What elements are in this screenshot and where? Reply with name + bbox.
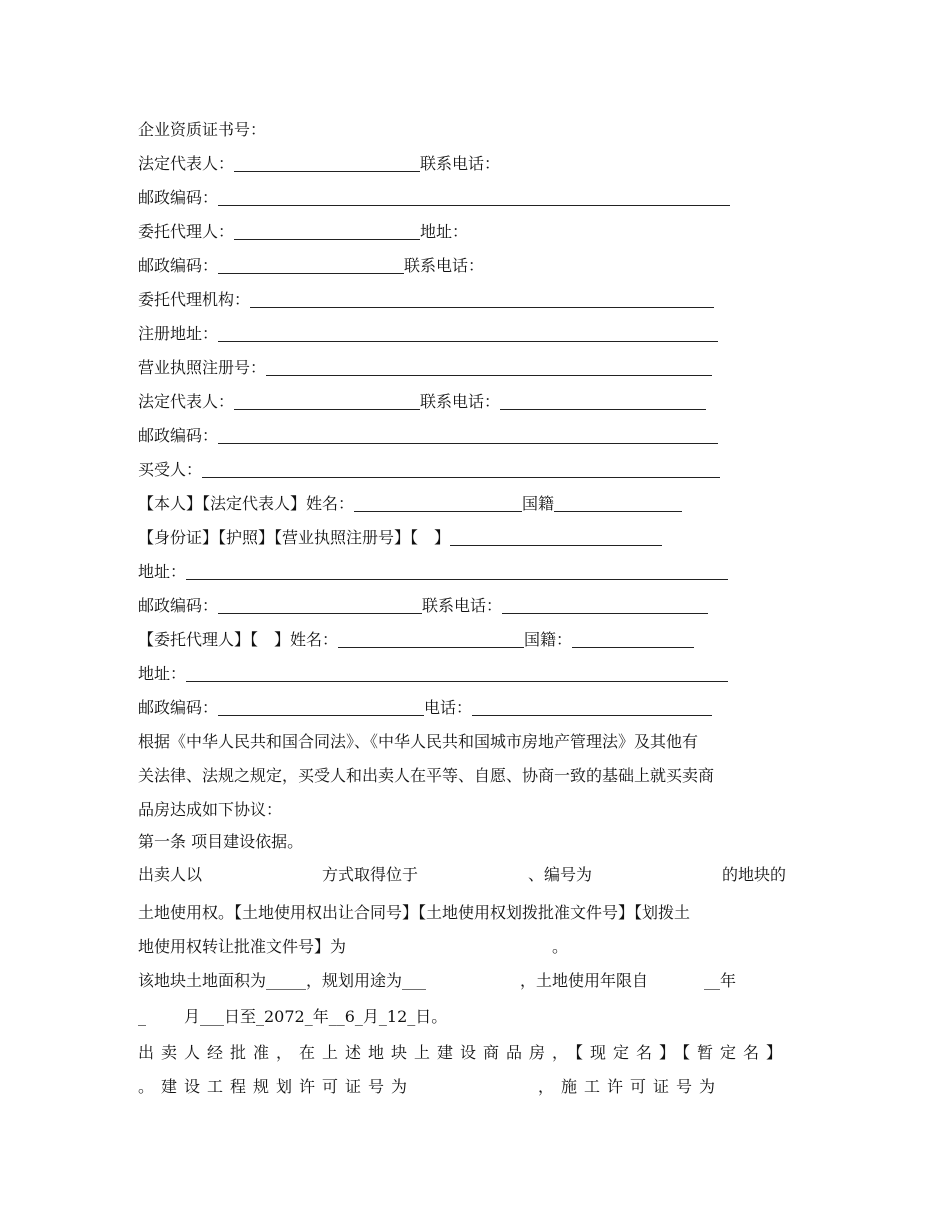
phone-label: 联系电话： — [420, 392, 501, 411]
phone-label: 联系电话： — [420, 154, 501, 173]
postcode-label: 邮政编码： — [138, 698, 219, 717]
buyer-label: 买受人： — [138, 460, 203, 479]
article1-para3-line1 — [138, 1038, 789, 1068]
reg-address-label: 注册地址： — [138, 324, 219, 343]
p1-part-c: 、编号为 — [528, 865, 593, 884]
p7-part-b: ，施工许可证号为 — [538, 1077, 723, 1096]
intro-text-3: 品房达成如下协议： — [138, 800, 283, 819]
article1-para1-line1 — [138, 860, 786, 890]
phone-label: 联系电话： — [404, 256, 485, 275]
p2-text: 土地使用权。【土地使用权出让合同号】【土地使用权划拨批准文件号】【划拨土 — [138, 903, 691, 922]
p1-part-a: 出卖人以 — [138, 865, 203, 884]
legal-rep-blank[interactable] — [234, 153, 420, 172]
p1-part-d: 的地块的 — [722, 865, 787, 884]
nationality-label: 国籍 — [522, 494, 555, 513]
agent-nationality-label: 国籍： — [524, 630, 573, 649]
seller-postcode-line — [138, 183, 730, 213]
seller-postcode-phone-line — [138, 251, 484, 281]
agency-label: 委托代理机构： — [138, 290, 251, 309]
legal-rep-label: 法定代表人： — [138, 392, 235, 411]
p5-part-b: 月___日至_2072_年__6_月_12_日。 — [184, 1007, 448, 1026]
seller-agent-line — [138, 217, 468, 247]
id-doc-blank[interactable] — [450, 527, 662, 546]
buyer-postcode-line — [138, 591, 708, 621]
legal-rep-blank[interactable] — [234, 391, 420, 410]
intro-text-2: 关法律、法规之规定，买受人和出卖人在平等、自愿、协商一致的基础上就买卖商 — [138, 766, 715, 785]
nationality-blank[interactable] — [554, 493, 682, 512]
tel-blank[interactable] — [472, 697, 712, 716]
tel-label: 电话： — [424, 698, 473, 717]
postcode-label: 邮政编码： — [138, 596, 219, 615]
identity-options: 【本人】【法定代表人】姓名： — [138, 494, 355, 513]
p5-part-a: _ — [138, 1007, 146, 1026]
postcode-label: 邮政编码： — [138, 188, 219, 207]
postcode-blank[interactable] — [218, 255, 404, 274]
seller-legal-rep-line — [138, 149, 500, 179]
p7-part-a: 。建设工程规划许可证号为 — [138, 1077, 415, 1096]
postcode-blank[interactable] — [218, 697, 424, 716]
article1-para1-line2 — [138, 898, 690, 928]
phone-blank[interactable] — [502, 595, 708, 614]
p6-text: 出卖人经批准，在上述地块上建设商品房，【现定名】【暂定名】 — [138, 1043, 790, 1062]
address-blank[interactable] — [186, 663, 728, 682]
agency-legal-rep-line — [138, 387, 706, 417]
address-label: 地址： — [420, 222, 469, 241]
postcode-blank[interactable] — [218, 595, 422, 614]
p3-part-b: 。 — [552, 937, 569, 956]
qualification-line — [138, 115, 266, 145]
article1-title — [138, 827, 303, 857]
agent-options: 【委托代理人】【 】姓名： — [138, 630, 339, 649]
buyer-line — [138, 455, 720, 485]
postcode-blank[interactable] — [218, 425, 718, 444]
address-label: 地址： — [138, 562, 187, 581]
intro-text-1: 根据《中华人民共和国合同法》、《中华人民共和国城市房地产管理法》及其他有 — [138, 732, 699, 751]
postcode-blank[interactable] — [218, 187, 730, 206]
license-blank[interactable] — [266, 357, 712, 376]
intro-line-3 — [138, 795, 282, 825]
agent-blank[interactable] — [234, 221, 420, 240]
buyer-identity-line — [138, 489, 682, 519]
p4-part-a: 该地块土地面积为_____，规划用途为___ — [138, 971, 427, 990]
reg-address-line — [138, 319, 718, 349]
agent-address-line — [138, 659, 728, 689]
qualification-label: 企业资质证书号： — [138, 120, 267, 139]
buyer-id-doc-line — [138, 523, 662, 553]
intro-line-2 — [138, 761, 714, 791]
buyer-blank[interactable] — [202, 459, 720, 478]
article1-para3-line2 — [138, 1072, 722, 1102]
agent-nationality-blank[interactable] — [572, 629, 694, 648]
phone-label: 联系电话： — [422, 596, 503, 615]
id-doc-options: 【身份证】【护照】【营业执照注册号】【 】 — [138, 528, 451, 547]
buyer-agent-line — [138, 625, 694, 655]
postcode-label: 邮政编码： — [138, 426, 219, 445]
agent-label: 委托代理人： — [138, 222, 235, 241]
license-line — [138, 353, 712, 383]
article1-title-text: 第一条 项目建设依据。 — [138, 832, 304, 851]
agency-blank[interactable] — [250, 289, 714, 308]
buyer-address-line — [138, 557, 728, 587]
address-blank[interactable] — [186, 561, 728, 580]
intro-line-1 — [138, 727, 698, 757]
agent-postcode-line — [138, 693, 712, 723]
article1-para2-line1 — [138, 966, 736, 996]
p4-part-c: __年 — [704, 971, 737, 990]
p4-part-b: ，土地使用年限自 — [520, 971, 649, 990]
reg-address-blank[interactable] — [218, 323, 718, 342]
license-label: 营业执照注册号： — [138, 358, 267, 377]
article1-para2-line2 — [138, 1002, 447, 1032]
p3-part-a: 地使用权转让批准文件号】为 — [138, 937, 347, 956]
phone-blank[interactable] — [500, 391, 706, 410]
agency-line — [138, 285, 714, 315]
agent-name-blank[interactable] — [338, 629, 524, 648]
postcode-label: 邮政编码： — [138, 256, 219, 275]
name-blank[interactable] — [354, 493, 522, 512]
legal-rep-label: 法定代表人： — [138, 154, 235, 173]
p1-part-b: 方式取得位于 — [322, 865, 419, 884]
agency-postcode-line — [138, 421, 718, 451]
article1-para1-line3 — [138, 932, 568, 962]
address-label: 地址： — [138, 664, 187, 683]
